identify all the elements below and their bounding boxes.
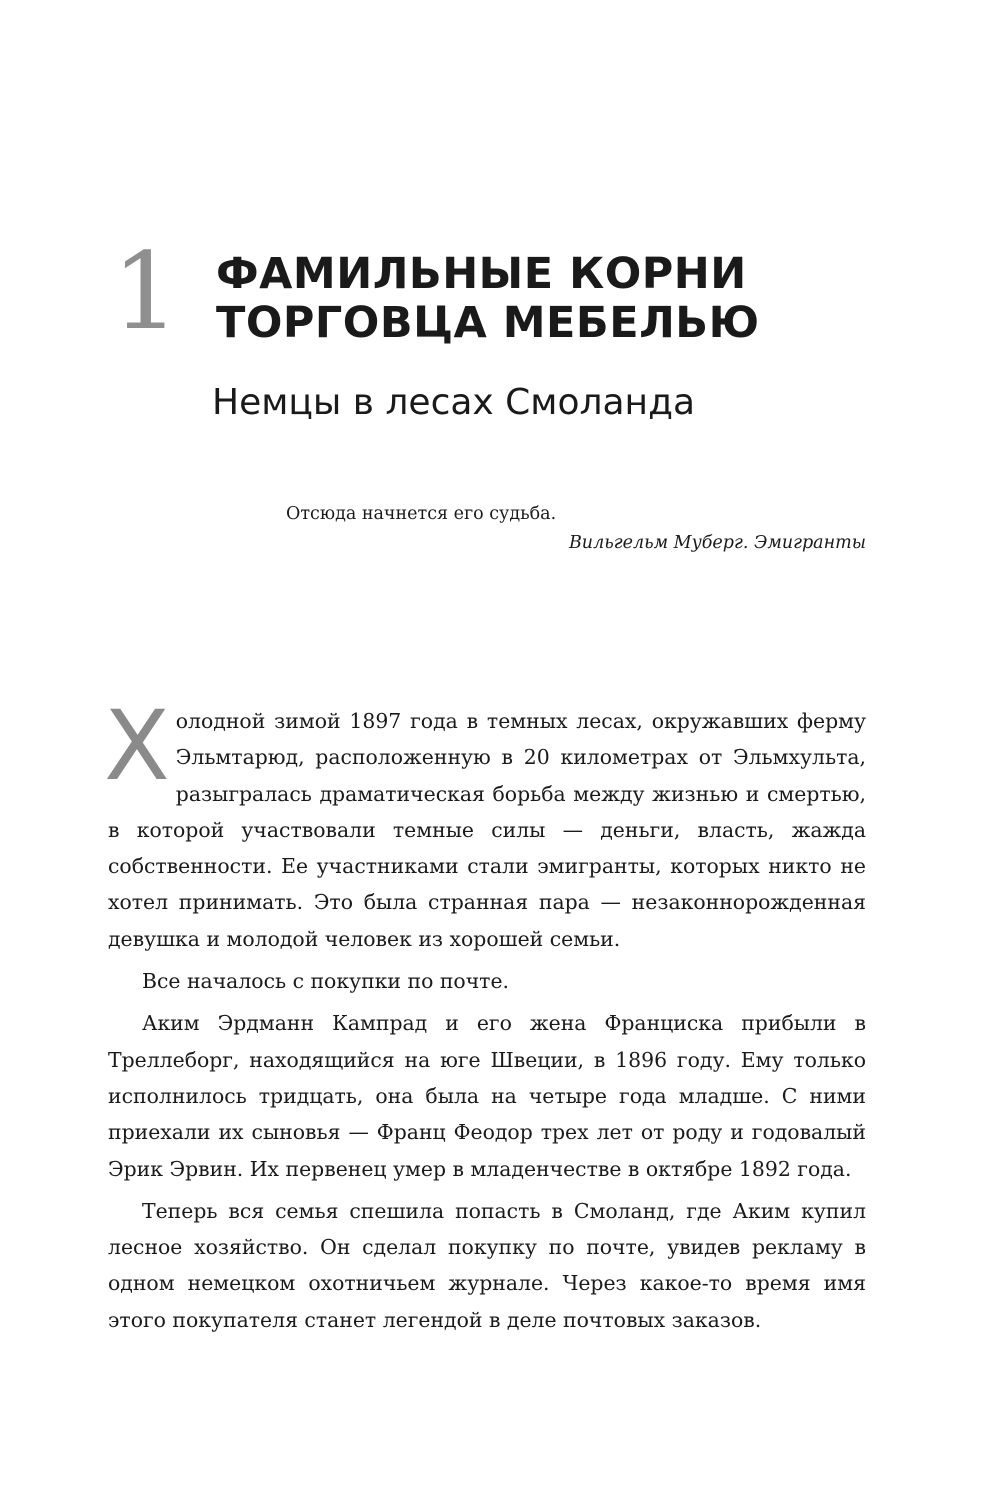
chapter-subtitle: Немцы в лесах Смоланда — [212, 382, 696, 423]
body-paragraph-1-text: олодной зимой 1897 года в темных лесах, окружавших ферму Эльмтарюд, расположенную в 20 километрах от Эльмхульта, разыгралась драматическая борьба между жизнью и смертью, в которой участвовали темные силы — деньги, власть, жажда собственности. Ее участниками стали эмигранты, которых никто не хотел принимать. Это была странная пара — незаконнорожденная девушка и молодой человек из хорошей семьи. — [108, 709, 866, 951]
chapter-number: 1 — [112, 230, 180, 353]
chapter-title-line-2: ТОРГОВЦА МЕБЕЛЬЮ — [216, 298, 760, 348]
epigraph-source: Вильгельм Муберг. Эмигранты — [568, 533, 866, 553]
chapter-title-line-1: ФАМИЛЬНЫЕ КОРНИ — [216, 249, 747, 299]
body-paragraph-2: Все началось с покупки по почте. — [142, 969, 510, 994]
chapter-title — [216, 250, 936, 348]
body-paragraph-3: Аким Эрдманн Кампрад и его жена Франциска прибыли в Треллеборг, находящийся на юге Швеции, в 1896 году. Ему только исполнилось тридцать, она была на четыре года младше. С ними приехали их сыновья — Франц Феодор трех лет от роду и годовалый Эрик Эрвин. Их первенец умер в младенчестве в октябре 1892 года. — [108, 1011, 866, 1181]
epigraph — [286, 500, 866, 558]
epigraph-text: Отсюда начнется его судьба. — [286, 504, 557, 524]
drop-cap: Х — [104, 690, 170, 802]
body-paragraph-1 — [104, 690, 866, 957]
body-paragraph-4: Теперь вся семья спешила попасть в Смоланд, где Аким купил лесное хозяйство. Он сделал покупку по почте, увидев рекламу в одном немецком охотничьем журнале. Через какое-то время имя этого покупателя станет легендой в деле почтовых заказов. — [108, 1198, 866, 1332]
body-text — [104, 690, 866, 1338]
